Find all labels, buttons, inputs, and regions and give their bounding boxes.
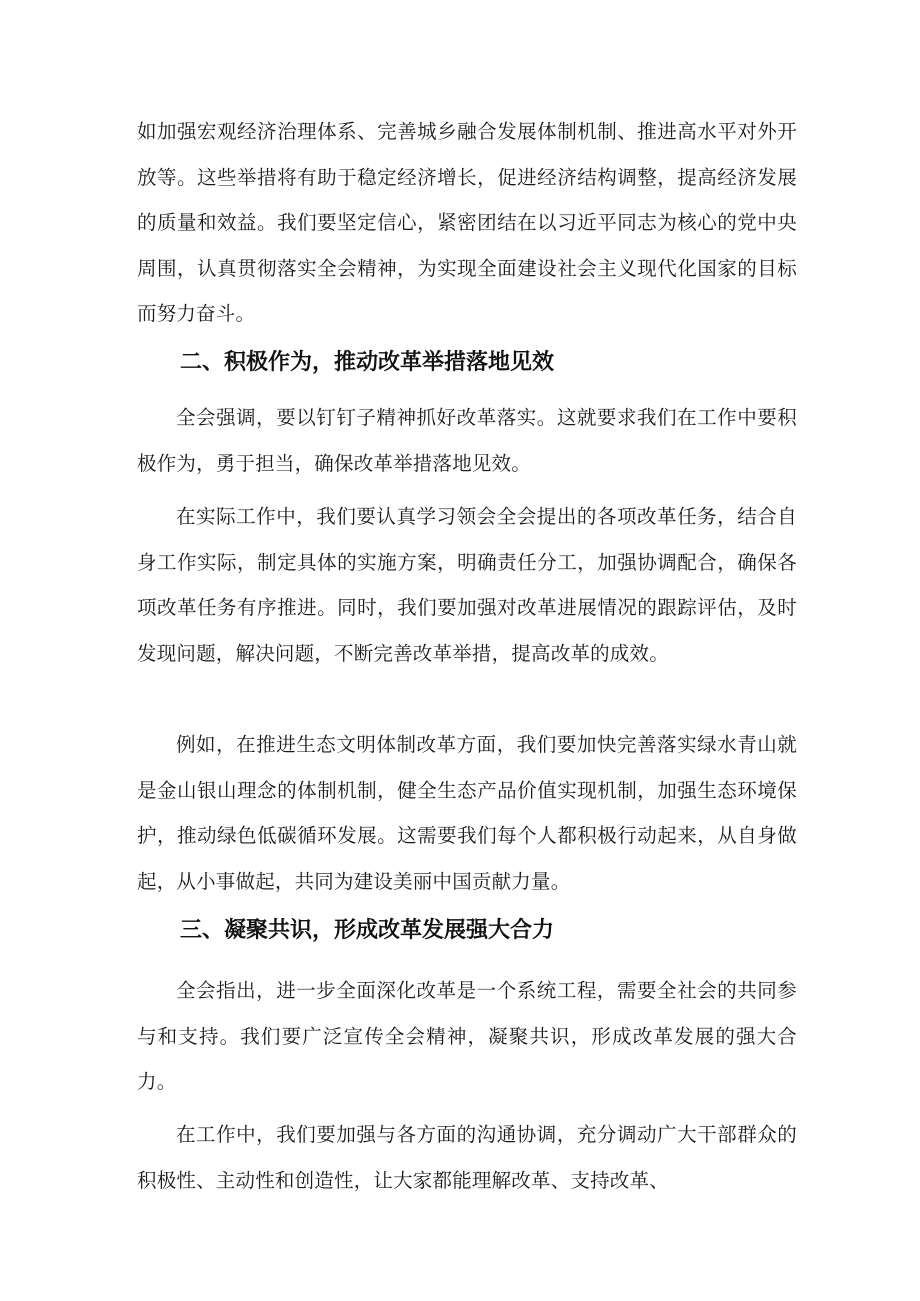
paragraph: 在实际工作中，我们要认真学习领会全会提出的各项改革任务，结合自身工作实际，制定具体的实施方案，明确责任分工，加强协调配合，确保各项改革任务有序推进。同时，我们要加强对改革进展情况的跟踪评估，及时发现问题，解决问题，不断完善改革举措，提高改革的成效。 [137,505,797,665]
paragraph: 在工作中，我们要加强与各方面的沟通协调，充分调动广大干部群众的积极性、主动性和创造性，让大家都能理解改革、支持改革、 [137,1123,797,1192]
paragraph: 全会强调，要以钉钉子精神抓好改革落实。这就要求我们在工作中要积极作为，勇于担当，确保改革举措落地见效。 [137,406,797,475]
paragraph: 全会指出，进一步全面深化改革是一个系统工程，需要全社会的共同参与和支持。我们要广泛宣传全会精神，凝聚共识，形成改革发展的强大合力。 [137,979,797,1093]
paragraph: 例如，在推进生态文明体制改革方面，我们要加快完善落实绿水青山就是金山银山理念的体制机制，健全生态产品价值实现机制，加强生态环境保护，推动绿色低碳循环发展。这需要我们每个人都积极行动起来，从自身做起，从小事做起，共同为建设美丽中国贡献力量。 [137,733,797,893]
section-heading-3: 三、凝聚共识，形成改革发展强大合力 [180,918,555,943]
paragraph-continued: 如加强宏观经济治理体系、完善城乡融合发展体制机制、推进高水平对外开放等。这些举措将有助于稳定经济增长，促进经济结构调整，提高经济发展的质量和效益。我们要坚定信心，紧密团结在以习近平同志为核心的党中央周围，认真贯彻落实全会精神，为实现全面建设社会主义现代化国家的目标而努力奋斗。 [137,120,797,325]
section-heading-2: 二、积极作为，推动改革举措落地见效 [180,350,555,375]
